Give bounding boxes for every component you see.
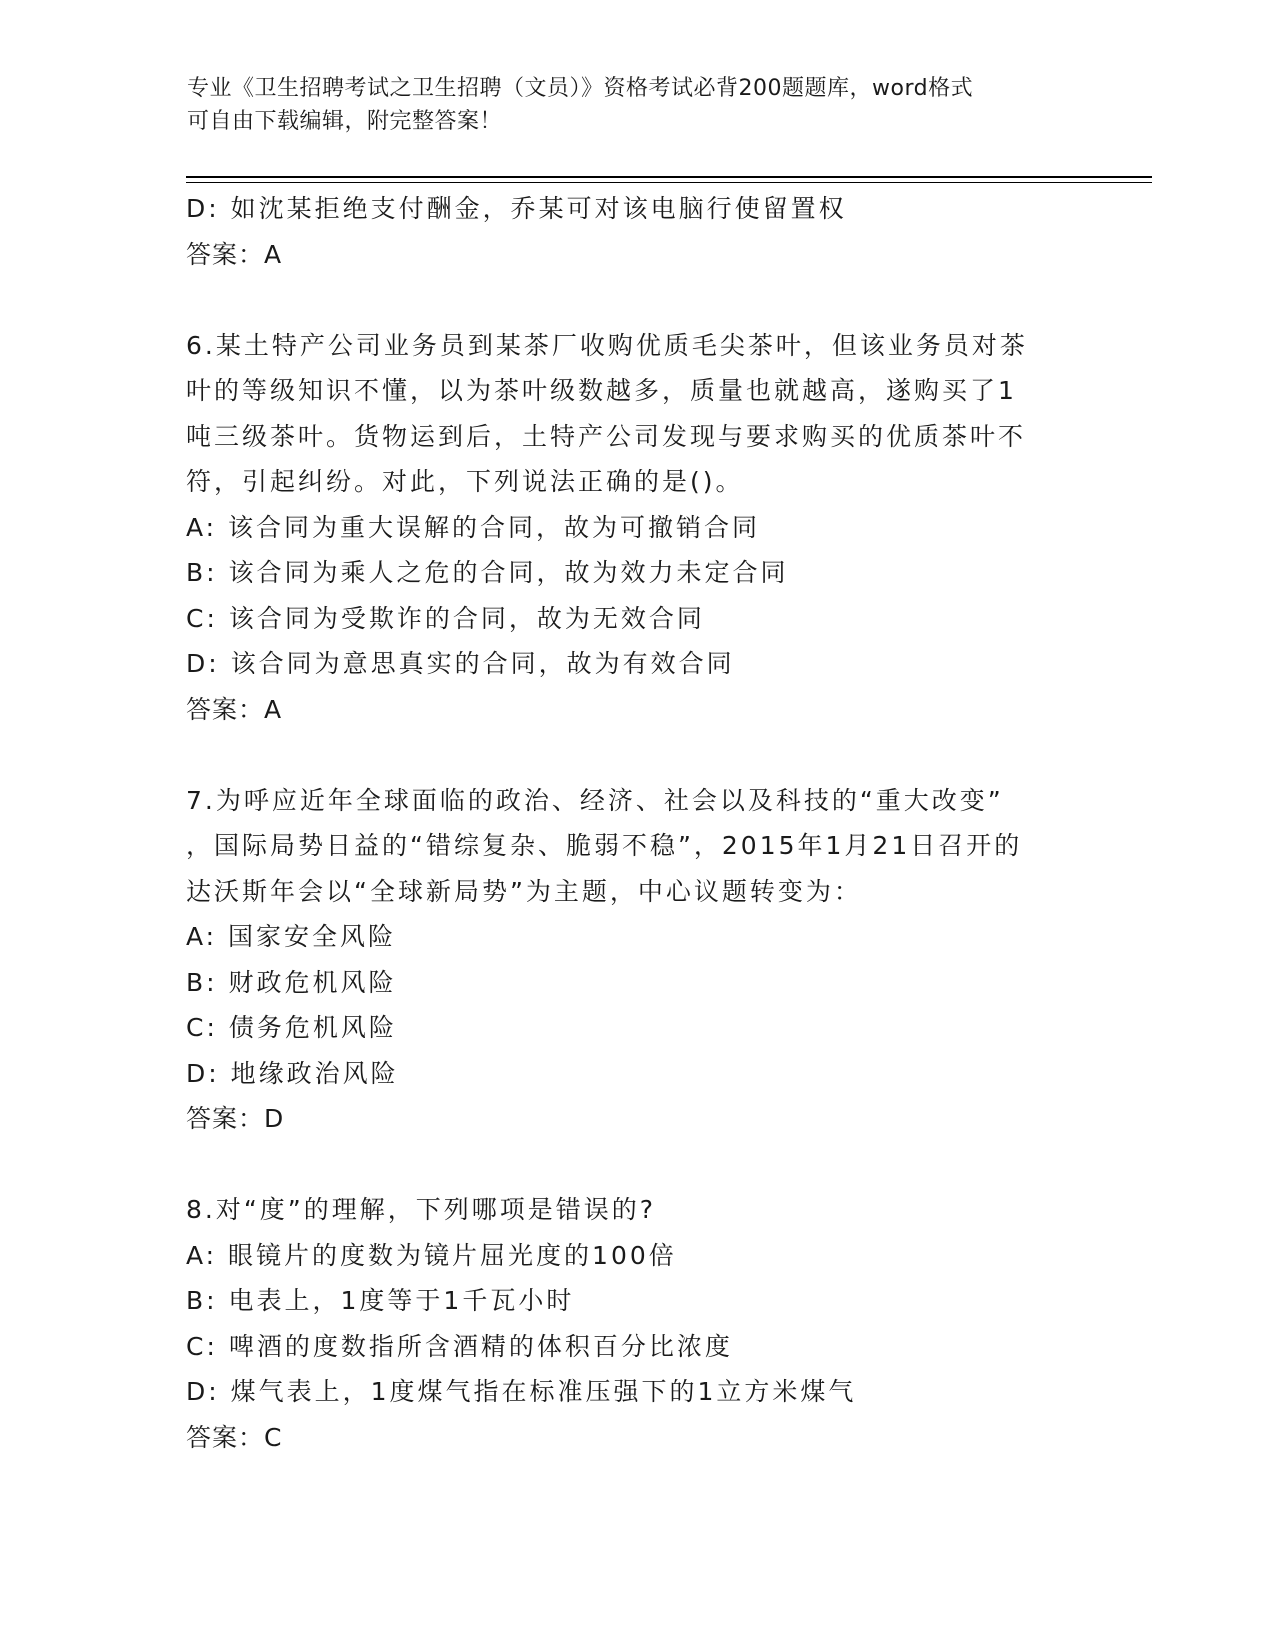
header-rule-thick <box>186 176 1152 178</box>
header-line-1: 专业《卫生招聘考试之卫生招聘（文员）》资格考试必背200题题库，word格式 <box>187 76 974 101</box>
question-content <box>186 186 1086 1460</box>
answer: 答案：A <box>186 694 283 724</box>
option-d: D: 如沈某拒绝支付酬金，乔某可对该电脑行使留置权 <box>186 194 847 223</box>
question-text-line: 6.某土特产公司业务员到某茶厂收购优质毛尖茶叶，但该业务员对茶 <box>186 330 1028 360</box>
question-text-line: 叶的等级知识不懂，以为茶叶级数越多，质量也就越高，遂购买了1 <box>186 376 1017 405</box>
spacer <box>186 277 1086 323</box>
spacer <box>186 1142 1086 1188</box>
answer: 答案：D <box>186 1104 285 1133</box>
option-c: C: 该合同为受欺诈的合同，故为无效合同 <box>186 603 705 633</box>
question-8 <box>186 1187 1086 1460</box>
header-line-2: 可自由下载编辑，附完整答案！ <box>187 109 503 134</box>
option-d: D: 煤气表上，1度煤气指在标准压强下的1立方米煤气 <box>186 1377 857 1406</box>
header-rule-thin <box>186 182 1152 183</box>
option-c: C: 债务危机风险 <box>186 1013 397 1042</box>
option-c: C: 啤酒的度数指所含酒精的体积百分比浓度 <box>186 1331 733 1361</box>
option-b: B: 电表上，1度等于1千瓦小时 <box>186 1286 575 1315</box>
option-d: D: 该合同为意思真实的合同，故为有效合同 <box>186 649 735 678</box>
answer: 答案：C <box>186 1422 283 1452</box>
answer: 答案：A <box>186 239 283 269</box>
option-b: B: 财政危机风险 <box>186 967 397 997</box>
question-text-line: 符，引起纠纷。对此，下列说法正确的是()。 <box>186 467 744 496</box>
question-text-line: 7.为呼应近年全球面临的政治、经济、社会以及科技的“重大改变” <box>186 785 1004 815</box>
question-7 <box>186 778 1086 1142</box>
spacer <box>186 732 1086 778</box>
question-text-line: 吨三级茶叶。货物运到后，土特产公司发现与要求购买的优质茶叶不 <box>186 421 1027 451</box>
question-6 <box>186 323 1086 733</box>
question-text-line: 达沃斯年会以“全球新局势”为主题，中心议题转变为： <box>186 876 862 906</box>
option-d: D: 地缘政治风险 <box>186 1058 399 1088</box>
option-b: B: 该合同为乘人之危的合同，故为效力未定合同 <box>186 558 789 587</box>
question-text-line: ，国际局势日益的“错综复杂、脆弱不稳”，2015年1月21日召开的 <box>186 831 1023 860</box>
option-a: A: 眼镜片的度数为镜片屈光度的100倍 <box>186 1240 677 1270</box>
question-text-line: 8.对“度”的理解，下列哪项是错误的? <box>186 1195 657 1224</box>
option-a: A: 国家安全风险 <box>186 922 397 951</box>
document-header <box>187 72 1067 138</box>
option-a: A: 该合同为重大误解的合同，故为可撤销合同 <box>186 512 761 542</box>
